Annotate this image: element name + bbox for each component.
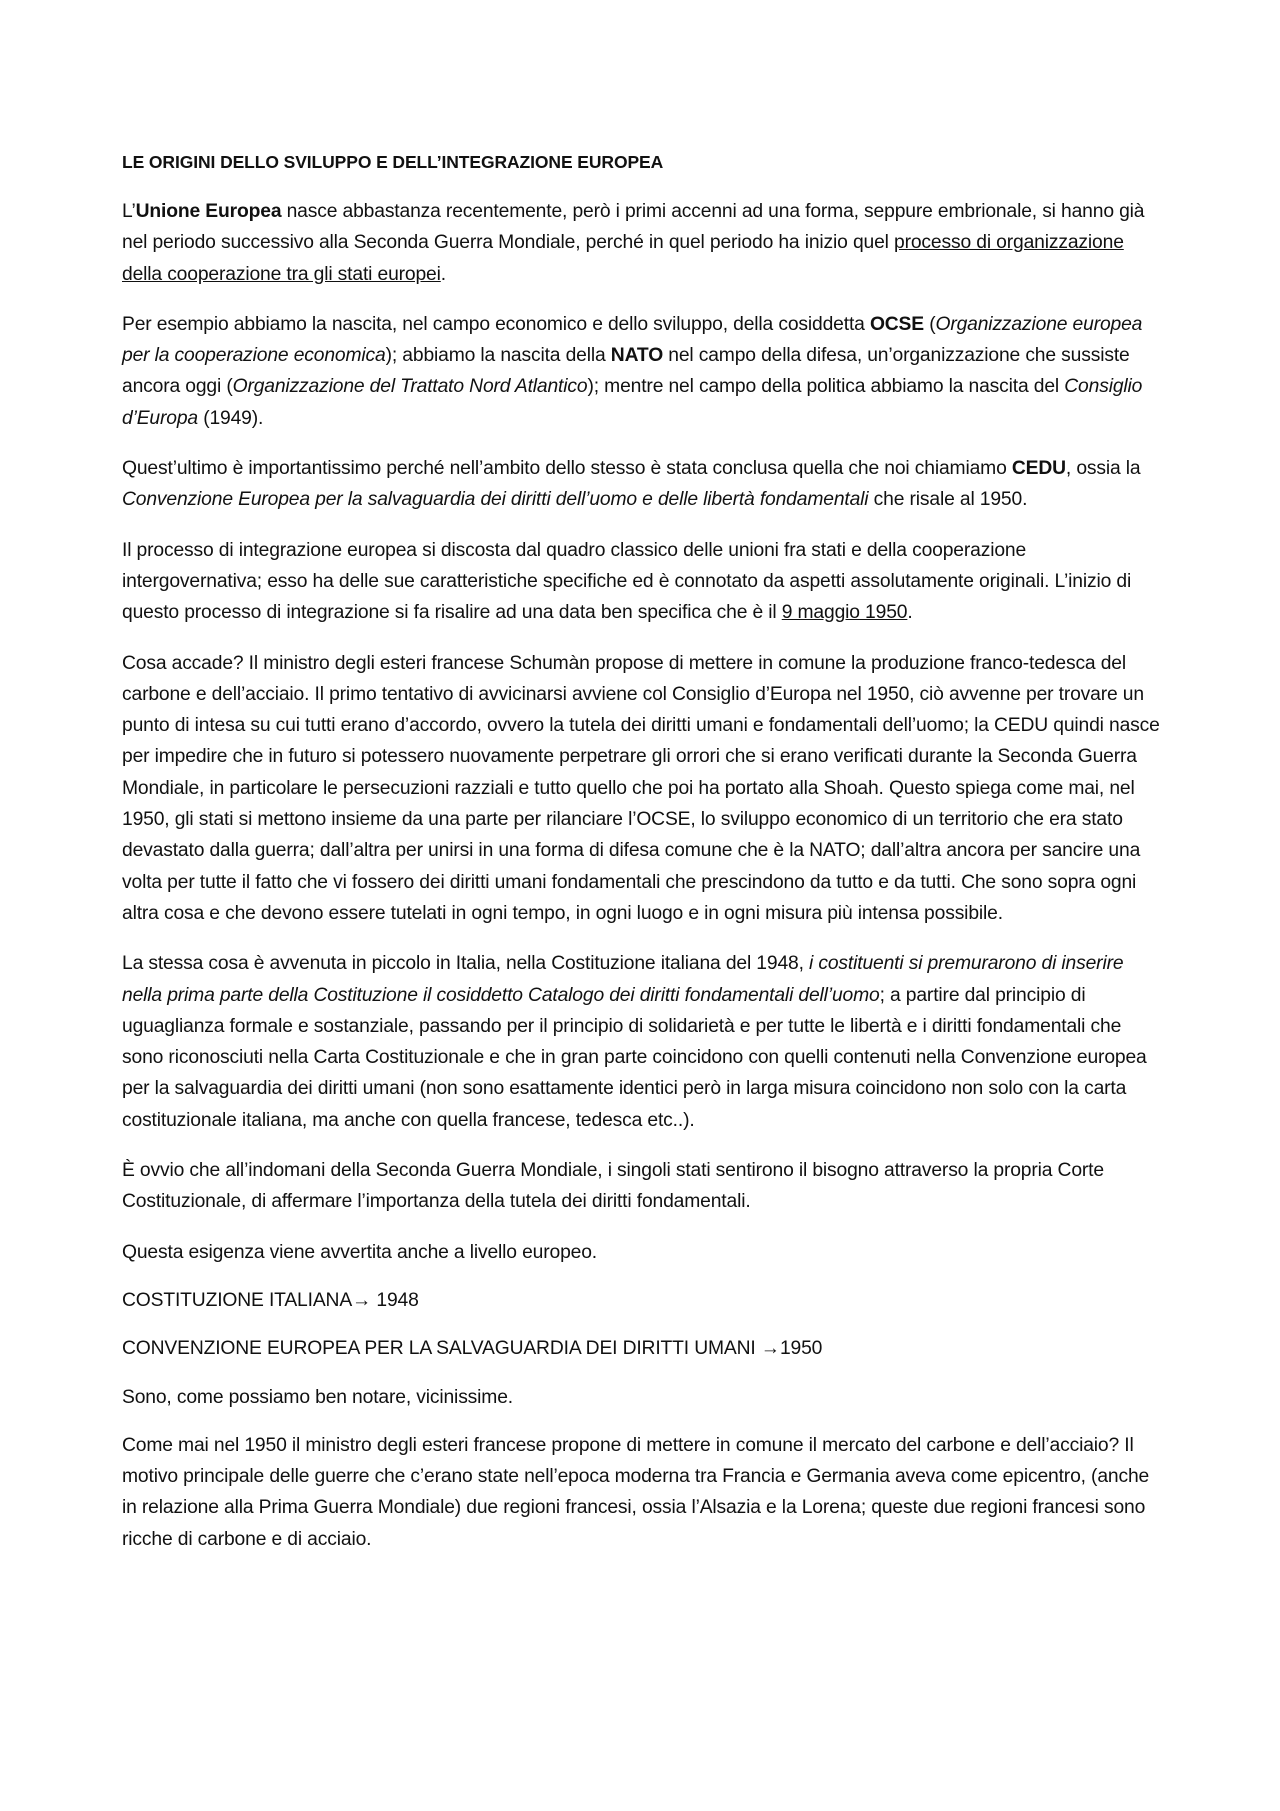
text: 1950 (779, 1338, 823, 1360)
paragraph-3 (122, 453, 1164, 516)
text: Quest’ultimo è importantissimo perché nell’ambito dello stesso è stata conclusa quella che noi chiamiamo (122, 458, 1012, 480)
date-underlined: 9 maggio 1950 (781, 602, 908, 624)
term-ocse: OCSE (869, 313, 924, 335)
text: nasce abbastanza recentemente, però i primi accenni ad una forma, seppure embrionale, si hanno già nel periodo successivo alla Seconda Guerra Mondiale, perché in quel periodo ha inizio quel (122, 201, 1145, 254)
paragraph-5: Cosa accade? Il ministro degli esteri francese Schumàn propose di mettere in comune la produzione franco-tedesca del carbone e dell’acciaio. Il primo tentativo di avvicinarsi avviene col Consiglio d’Europa nel 1950, ciò avvenne per trovare un punto di intesa su cui tutti erano d’accordo, ovvero la tutela dei diritti umani e fondamentali dell’uomo; la CEDU quindi nasce per impedire che in futuro si potessero nuovamente perpetrare gli orrori che si erano verificati durante la Seconda Guerra Mondiale, in particolare le persecuzioni razziali e tutto quello che poi ha portato alla Shoah. Questo spiega come mai, nel 1950, gli stati si mettono insieme da una parte per rilanciare l’OCSE, lo sviluppo economico di un territorio che era stato devastato dalla guerra; dall’altra per unirsi in una forma di difesa comune che è la NATO; dall’altra ancora per sancire una volta per tutte il fatto che vi fossero dei diritti umani fondamentali che prescindono da tutto e da tutti. Che sono sopra ogni altra cosa e che devono essere tutelati in ogni tempo, in ogni luogo e in ogni misura più intensa possibile. (122, 652, 1160, 924)
text: 1948 (371, 1289, 419, 1311)
text: ); mentre nel campo della politica abbiamo la nascita del (587, 376, 1065, 398)
paragraph-7: È ovvio che all’indomani della Seconda Guerra Mondiale, i singoli stati sentirono il bisogno attraverso la propria Corte Costituzionale, di affermare l’importanza della tutela dei diritti fondamentali. (122, 1160, 1104, 1213)
text: (1949). (197, 407, 264, 429)
consiglio-europa: Consiglio d’Europa (122, 376, 1143, 429)
term-cedu: CEDU (1011, 458, 1066, 480)
document-title: LE ORIGINI DELLO SVILUPPO E DELL’INTEGRAZIONE EUROPEA (122, 152, 664, 172)
nato-definition: Organizzazione del Trattato Nord Atlantico (232, 376, 588, 398)
paragraph-8: Questa esigenza viene avvertita anche a livello europeo. (122, 1241, 598, 1263)
text: Il processo di integrazione europea si discosta dal quadro classico delle unioni fra stati e della cooperazione intergovernativa; esso ha delle sue caratteristiche specifiche ed è connotato da aspetti assolutamente originali. L’inizio di questo processo di integrazione si fa risalire ad una data ben specifica che è il (122, 539, 1132, 624)
paragraph-11: Sono, come possiamo ben notare, vicinissime. (122, 1386, 514, 1408)
arrow-right-icon: → (352, 1289, 372, 1311)
text: ; a partire dal principio di uguaglianza formale e sostanziale, passando per il principio di solidarietà e per tutte le libertà e i diritti fondamentali che sono riconosciuti nella Carta Costituzionale e che in gran parte coincidono con quelli contenuti nella Convenzione europea per la salvaguardia dei diritti umani (non sono esattamente identici però in larga misura coincidono non solo con la carta costituzionale italiana, ma anche con quella francese, tedesca etc..). (122, 984, 1147, 1131)
text: Per esempio abbiamo la nascita, nel campo economico e dello sviluppo, della cosiddetta (122, 313, 870, 335)
timeline-convenzione (122, 1333, 1164, 1364)
text: . (907, 602, 913, 624)
text: COSTITUZIONE ITALIANA (122, 1289, 353, 1311)
ocse-definition: Organizzazione europea per la cooperazione economica (122, 313, 1143, 367)
paragraph-4 (122, 535, 1164, 629)
text: La stessa cosa è avvenuta in piccolo in Italia, nella Costituzione italiana del 1948, (122, 953, 810, 975)
term-unione-europea: Unione Europea (135, 201, 282, 222)
cedu-definition: Convenzione Europea per la salvaguardia dei diritti dell’uomo e delle libertà fondamentali (122, 489, 869, 511)
paragraph-2 (122, 309, 1164, 434)
text: che risale al 1950. (868, 489, 1028, 511)
underlined-phrase: processo di organizzazione della cooperazione tra gli stati europei (122, 232, 1124, 285)
text: , ossia la (1065, 458, 1141, 480)
timeline-costituzione (122, 1285, 1164, 1316)
text: ); abbiamo la nascita della (385, 345, 611, 367)
paragraph-6 (122, 948, 1164, 1136)
text: CONVENZIONE EUROPEA PER LA SALVAGUARDIA DEI DIRITTI UMANI (122, 1338, 761, 1360)
text: L’ (122, 201, 136, 222)
italic-phrase: i costituenti si premurarono di inserire nella prima parte della Costituzione il cosiddetto Catalogo dei diritti fondamentali dell’uomo (122, 953, 1124, 1006)
term-nato: NATO (610, 345, 664, 367)
paragraph-1 (122, 196, 1164, 290)
arrow-right-icon: → (760, 1338, 780, 1360)
text: ( (923, 313, 936, 335)
text: . (440, 263, 446, 285)
text: nel campo della difesa, un’organizzazione che sussiste ancora oggi ( (122, 345, 1130, 398)
paragraph-12: Come mai nel 1950 il ministro degli esteri francese propone di mettere in comune il mercato del carbone e dell’acciaio? Il motivo principale delle guerre che c’erano state nell’epoca moderna tra Francia e Germania aveva come epicentro, (anche in relazione alla Prima Guerra Mondiale) due regioni francesi, ossia l’Alsazia e la Lorena; queste due regioni francesi sono ricche di carbone e di acciaio. (122, 1434, 1150, 1550)
